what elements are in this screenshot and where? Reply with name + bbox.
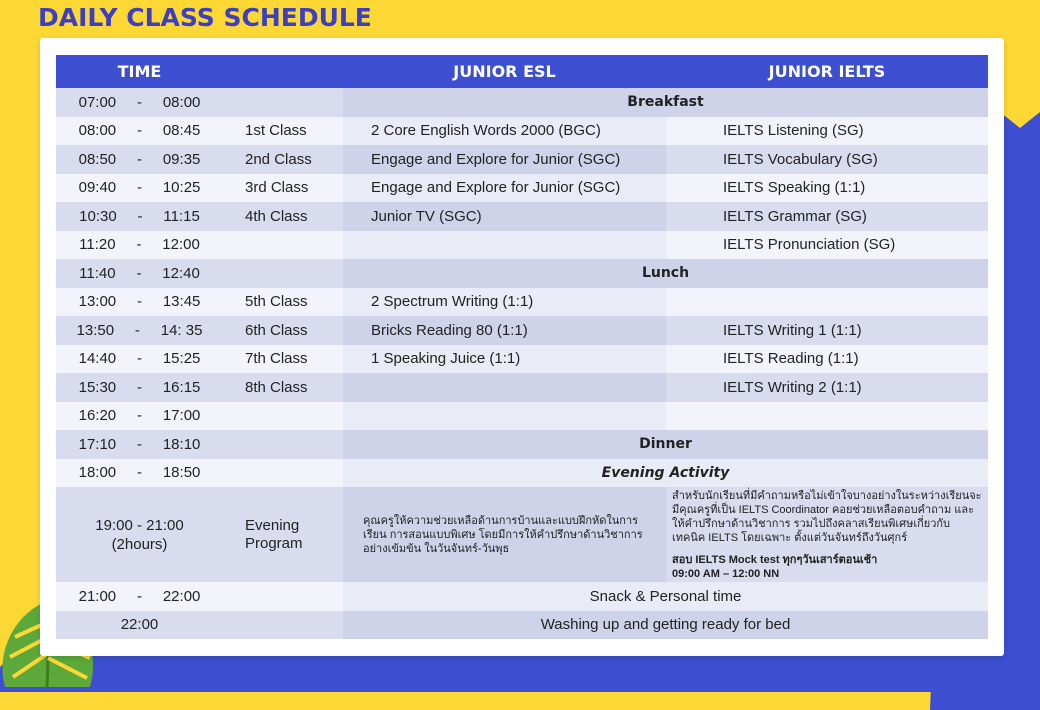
- schedule-body: [56, 88, 988, 487]
- table-row: [56, 316, 988, 345]
- time-start: 07:00: [78, 93, 117, 111]
- time-dash: -: [137, 179, 142, 197]
- label-cell: [223, 611, 343, 640]
- time-end: 12:40: [162, 264, 200, 282]
- time-start: 11:40: [79, 264, 116, 282]
- junior-esl-cell: [343, 402, 666, 431]
- table-row: [56, 459, 988, 488]
- merged-activity-cell: Evening Activity: [343, 459, 988, 488]
- table-row: [56, 288, 988, 317]
- merged-activity-cell: Breakfast: [343, 88, 988, 117]
- junior-esl-cell: [343, 373, 666, 402]
- time-end: 16:15: [162, 378, 201, 396]
- class-label: 4th Class: [223, 202, 343, 231]
- time-start: 08:50: [78, 150, 117, 168]
- time-start: 09:40: [78, 179, 117, 197]
- time-cell: [56, 288, 223, 317]
- schedule-card: [40, 38, 1004, 656]
- time-end: 17:00: [162, 407, 201, 425]
- header-blank: [223, 55, 343, 88]
- merged-cell-bedtime: Washing up and getting ready for bed: [343, 611, 988, 640]
- header-junior-ielts: JUNIOR IELTS: [666, 55, 988, 88]
- schedule-table: [56, 55, 988, 639]
- time-dash: -: [137, 293, 142, 311]
- merged-cell-snack: Snack & Personal time: [343, 582, 988, 611]
- evening-ielts-note: สำหรับนักเรียนที่มีคำถามหรือไม่เข้าใจบางอย่างในระหว่างเรียนจะมีคุณครูที่เป็น IELTS Coordinator คอยช่วยเหลือตอบคำถาม และให้คำปรึกษาด้านวิชาการ รวมไปถึงคลาสเรียนพิเศษเกี่ยวกับเทคนิค IELTS โดยเฉพาะ ตั้งแต่วันจันทร์ถึงวันศุกร์: [672, 489, 982, 544]
- junior-esl-cell: Engage and Explore for Junior (SGC): [343, 145, 666, 174]
- header-junior-esl: JUNIOR ESL: [343, 55, 666, 88]
- label-cell: [223, 582, 343, 611]
- class-label: [223, 402, 343, 431]
- table-row-bedtime: [56, 611, 988, 640]
- time-dash: -: [137, 464, 142, 482]
- class-label: [223, 231, 343, 260]
- time-end: 09:35: [162, 150, 201, 168]
- junior-esl-cell: Bricks Reading 80 (1:1): [343, 316, 666, 345]
- time-cell: [56, 231, 223, 260]
- table-row: [56, 117, 988, 146]
- table-row: [56, 88, 988, 117]
- time-end: 18:50: [162, 464, 201, 482]
- time-dash: -: [136, 236, 142, 254]
- class-label: [223, 459, 343, 488]
- junior-ielts-cell: IELTS Vocabulary (SG): [666, 145, 988, 174]
- table-row: [56, 430, 988, 459]
- time-cell: 22:00: [56, 611, 223, 640]
- time-cell: [56, 402, 223, 431]
- junior-ielts-cell: IELTS Listening (SG): [666, 117, 988, 146]
- junior-esl-cell: Engage and Explore for Junior (SGC): [343, 174, 666, 203]
- table-row: [56, 145, 988, 174]
- junior-esl-cell: 2 Core English Words 2000 (BGC): [343, 117, 666, 146]
- time-end: 13:45: [162, 293, 201, 311]
- time-dash: -: [137, 207, 143, 225]
- evening-duration: (2hours): [111, 535, 168, 553]
- time-start: 11:20: [79, 236, 116, 254]
- evening-ielts-cell: [666, 487, 988, 582]
- time-dash: -: [137, 435, 142, 453]
- class-label: 5th Class: [223, 288, 343, 317]
- time-start: 18:00: [78, 464, 117, 482]
- time-start: 10:30: [79, 207, 117, 225]
- class-label: 6th Class: [223, 316, 343, 345]
- time-end: 14: 35: [160, 321, 203, 339]
- merged-activity-cell: Dinner: [343, 430, 988, 459]
- schedule-evening-body: [56, 487, 988, 639]
- time-start: 21:00: [78, 587, 117, 605]
- junior-ielts-cell: [666, 288, 988, 317]
- class-label: 7th Class: [223, 345, 343, 374]
- time-cell: [56, 582, 223, 611]
- time-start: 16:20: [78, 407, 117, 425]
- table-row: [56, 174, 988, 203]
- time-cell: [56, 88, 223, 117]
- time-end: 18:10: [162, 435, 201, 453]
- time-end: 10:25: [162, 179, 201, 197]
- junior-ielts-cell: IELTS Reading (1:1): [666, 345, 988, 374]
- time-end: 12:00: [162, 236, 200, 254]
- time-end: 08:45: [162, 122, 201, 140]
- mock-test-note: [666, 553, 988, 581]
- header-time: TIME: [56, 55, 223, 88]
- page-title: DAILY CLASS SCHEDULE: [38, 3, 372, 32]
- time-cell: [56, 459, 223, 488]
- table-row: [56, 373, 988, 402]
- evening-time-cell: [56, 487, 223, 582]
- junior-ielts-cell: IELTS Speaking (1:1): [666, 174, 988, 203]
- mock-test-line-1: สอบ IELTS Mock test ทุกๆวันเสาร์ตอนเช้า: [672, 553, 878, 566]
- time-end: 08:00: [162, 93, 201, 111]
- time-start: 13:00: [78, 293, 117, 311]
- time-start: 14:40: [78, 350, 117, 368]
- time-dash: -: [137, 150, 142, 168]
- evening-time: 19:00 - 21:00: [95, 516, 184, 534]
- table-row-snack: [56, 582, 988, 611]
- table-row: [56, 202, 988, 231]
- junior-ielts-cell: IELTS Writing 1 (1:1): [666, 316, 988, 345]
- time-dash: -: [137, 122, 142, 140]
- time-cell: [56, 316, 223, 345]
- junior-ielts-cell: [666, 402, 988, 431]
- junior-esl-cell: [343, 231, 666, 260]
- time-cell: [56, 145, 223, 174]
- evening-label: Evening Program: [223, 487, 343, 582]
- mock-test-line-2: 09:00 AM – 12:00 NN: [672, 567, 780, 580]
- time-cell: [56, 373, 223, 402]
- time-cell: [56, 345, 223, 374]
- table-row-evening-program: [56, 487, 988, 582]
- time-dash: -: [137, 93, 142, 111]
- junior-ielts-cell: IELTS Grammar (SG): [666, 202, 988, 231]
- class-label: [223, 430, 343, 459]
- evening-esl-cell: [343, 487, 666, 582]
- evening-esl-note: คุณครูให้ความช่วยเหลือด้านการบ้านและแบบฝึกหัดในการเรียน การสอนแบบพิเศษ โดยมีการให้คำปรึกษาด้านวิชาการอย่างเข้มข้น ในวันจันทร์-วันพุธ: [363, 514, 643, 555]
- time-cell: [56, 117, 223, 146]
- time-end: 15:25: [162, 350, 201, 368]
- class-label: 1st Class: [223, 117, 343, 146]
- time-end: 11:15: [163, 207, 200, 225]
- merged-activity-cell: Lunch: [343, 259, 988, 288]
- class-label: 8th Class: [223, 373, 343, 402]
- table-row: [56, 402, 988, 431]
- class-label: 3rd Class: [223, 174, 343, 203]
- time-dash: -: [136, 264, 142, 282]
- class-label: [223, 259, 343, 288]
- time-cell: [56, 202, 223, 231]
- table-row: [56, 231, 988, 260]
- class-label: [223, 88, 343, 117]
- table-row: [56, 345, 988, 374]
- time-cell: [56, 430, 223, 459]
- table-row: [56, 259, 988, 288]
- time-start: 13:50: [76, 321, 115, 339]
- time-cell: [56, 259, 223, 288]
- junior-esl-cell: 2 Spectrum Writing (1:1): [343, 288, 666, 317]
- time-cell: [56, 174, 223, 203]
- time-dash: -: [134, 321, 140, 339]
- junior-ielts-cell: IELTS Writing 2 (1:1): [666, 373, 988, 402]
- time-start: 08:00: [78, 122, 117, 140]
- table-header-row: [56, 55, 988, 88]
- time-end: 22:00: [162, 587, 201, 605]
- time-start: 17:10: [78, 435, 117, 453]
- time-dash: -: [137, 587, 142, 605]
- time-dash: -: [137, 407, 142, 425]
- junior-esl-cell: 1 Speaking Juice (1:1): [343, 345, 666, 374]
- junior-ielts-cell: IELTS Pronunciation (SG): [666, 231, 988, 260]
- time-dash: -: [137, 350, 142, 368]
- class-label: 2nd Class: [223, 145, 343, 174]
- time-dash: -: [137, 378, 142, 396]
- time-start: 15:30: [78, 378, 117, 396]
- junior-esl-cell: Junior TV (SGC): [343, 202, 666, 231]
